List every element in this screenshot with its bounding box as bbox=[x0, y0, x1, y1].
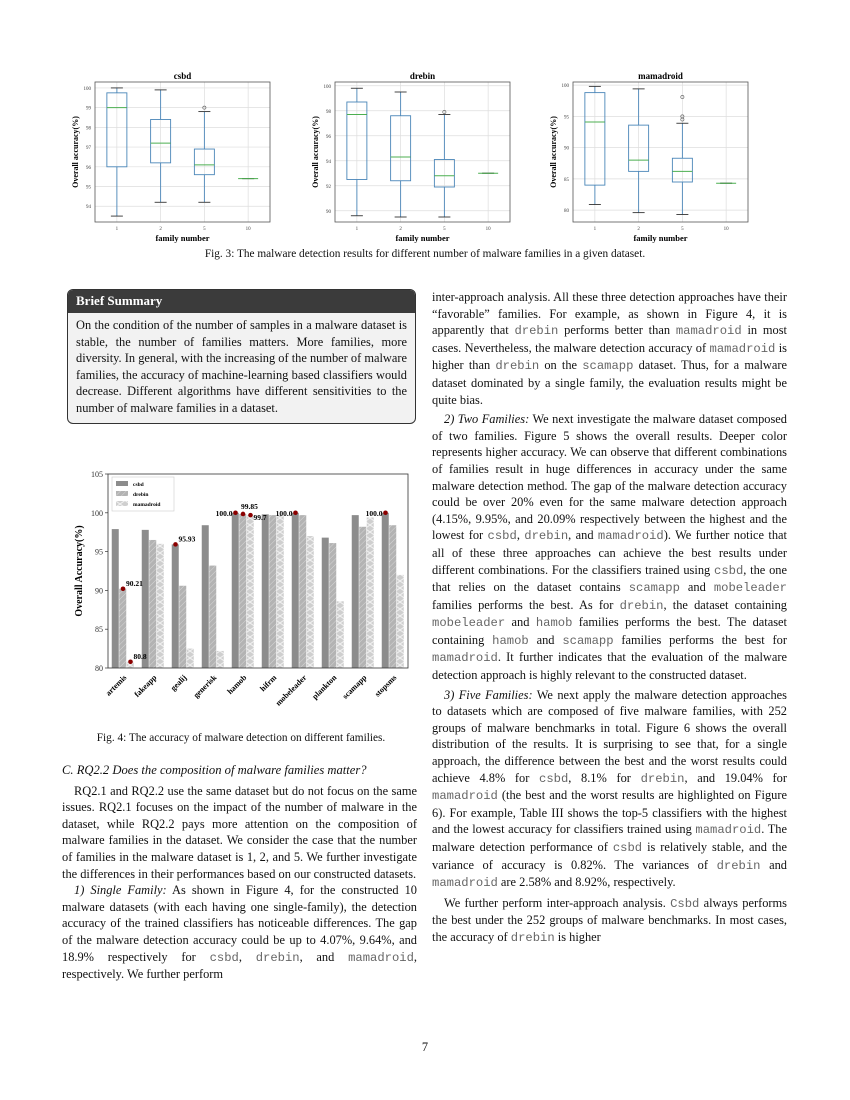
svg-text:hamob: hamob bbox=[225, 673, 249, 697]
svg-text:2: 2 bbox=[637, 227, 640, 232]
svg-text:drebin: drebin bbox=[409, 71, 436, 81]
svg-text:99: 99 bbox=[86, 106, 91, 112]
svg-text:92: 92 bbox=[326, 184, 331, 190]
svg-text:100.0: 100.0 bbox=[215, 508, 233, 518]
bar-fakeapp-csbd bbox=[142, 530, 149, 668]
svg-text:mobeleader: mobeleader bbox=[273, 673, 309, 708]
bar-artemis-drebin bbox=[119, 589, 126, 668]
bar-hifrm-csbd bbox=[262, 514, 269, 668]
annotation-marker bbox=[383, 511, 388, 516]
paragraph-single-family: 1) Single Family: As shown in Figure 4, for the constructed 10 malware datasets (with each having one single-family), the detection accuracy of the trained classifiers has noticeable differences. The gap of the malware detection accuracy could be up to 4.07%, 9.64%, and 18.9% respectively for csbd, drebin, and mamadroid, respectively. We further perform bbox=[62, 883, 418, 982]
svg-text:scamapp: scamapp bbox=[340, 673, 369, 701]
svg-text:96: 96 bbox=[326, 134, 331, 140]
svg-text:10: 10 bbox=[245, 227, 251, 232]
svg-text:80: 80 bbox=[95, 664, 103, 673]
figure-4-legend bbox=[112, 477, 174, 511]
svg-text:95: 95 bbox=[86, 185, 91, 191]
bar-hifrm-mamadroid bbox=[277, 515, 284, 668]
bar-stopsms-drebin bbox=[389, 525, 396, 668]
paragraph-rq2-intro: RQ2.1 and RQ2.2 use the same dataset but do not focus on the same issues. RQ2.1 focuses on the impact of the number of malware in the dataset, while RQ2.2 pays more attention on the composition of malware families in the dataset. We consider the case that the number of families in the malware dataset is 1, 2, and 5. We further investigate the differences in their performances based on our constructed datasets. bbox=[62, 783, 417, 881]
svg-text:Overall Accuracy(%): Overall Accuracy(%) bbox=[74, 525, 85, 617]
figure-4-bar-chart bbox=[70, 462, 415, 722]
svg-text:1: 1 bbox=[355, 227, 359, 232]
annotation-marker bbox=[248, 513, 253, 518]
bar-hifrm-drebin bbox=[269, 515, 276, 668]
svg-text:drebin: drebin bbox=[133, 492, 149, 498]
bar-plankton-mamadroid bbox=[337, 601, 344, 668]
svg-text:Overall accuracy(%): Overall accuracy(%) bbox=[549, 116, 558, 188]
svg-text:100.0: 100.0 bbox=[275, 508, 293, 518]
left-column-text bbox=[62, 762, 417, 983]
svg-text:2: 2 bbox=[159, 227, 162, 232]
svg-text:generisk: generisk bbox=[191, 673, 219, 700]
svg-text:100: 100 bbox=[83, 86, 91, 92]
boxplot-drebin bbox=[311, 71, 510, 243]
svg-text:85: 85 bbox=[564, 177, 569, 183]
bar-stopsms-mamadroid bbox=[397, 575, 404, 668]
bar-scamapp-mamadroid bbox=[367, 517, 374, 668]
bar-scamapp-csbd bbox=[352, 515, 359, 668]
svg-text:97: 97 bbox=[86, 146, 91, 152]
bar-gealij-drebin bbox=[179, 586, 186, 668]
svg-text:csbd: csbd bbox=[133, 482, 144, 488]
svg-text:5: 5 bbox=[443, 227, 446, 232]
subsection-five-families: 3) Five Families: bbox=[444, 687, 533, 702]
bar-fakeapp-drebin bbox=[149, 540, 156, 668]
svg-text:100: 100 bbox=[323, 84, 331, 90]
annotation-marker bbox=[128, 659, 133, 664]
svg-text:Overall accuracy(%): Overall accuracy(%) bbox=[311, 116, 320, 188]
svg-text:85: 85 bbox=[95, 625, 103, 635]
page-number: 7 bbox=[421, 1040, 429, 1054]
svg-text:plankton: plankton bbox=[310, 673, 339, 702]
right-column-text bbox=[432, 289, 787, 947]
bar-plankton-drebin bbox=[329, 543, 336, 668]
figure-3 bbox=[60, 70, 790, 245]
svg-text:105: 105 bbox=[91, 470, 103, 479]
svg-text:2: 2 bbox=[399, 227, 402, 232]
svg-text:80.8: 80.8 bbox=[133, 651, 147, 661]
figure-4 bbox=[70, 462, 415, 722]
boxplot-csbd bbox=[71, 71, 270, 243]
bar-hamob-csbd bbox=[232, 513, 239, 668]
annotation-marker bbox=[241, 512, 246, 517]
bar-hamob-mamadroid bbox=[247, 515, 254, 668]
annotation-marker bbox=[233, 511, 238, 516]
svg-text:1: 1 bbox=[593, 227, 597, 232]
figure-4-caption: Fig. 4: The accuracy of malware detection on different families. bbox=[96, 732, 386, 744]
bar-fakeapp-mamadroid bbox=[157, 544, 164, 668]
svg-text:90: 90 bbox=[95, 586, 103, 596]
svg-text:family number: family number bbox=[155, 233, 210, 243]
bar-mobeleader-csbd bbox=[292, 513, 299, 668]
svg-text:96: 96 bbox=[86, 165, 91, 171]
svg-text:100.0: 100.0 bbox=[365, 508, 383, 518]
section-heading-rq2-2: C. RQ2.2 Does the composition of malware families matter? bbox=[62, 763, 367, 777]
svg-text:hifrm: hifrm bbox=[258, 673, 279, 694]
svg-text:95: 95 bbox=[564, 115, 569, 121]
svg-text:95: 95 bbox=[95, 547, 103, 557]
svg-text:99.85: 99.85 bbox=[241, 501, 258, 511]
subsection-single-family: 1) Single Family: bbox=[74, 883, 167, 898]
bar-gealij-mamadroid bbox=[187, 649, 194, 668]
figure-3-boxplots bbox=[60, 70, 790, 245]
svg-text:100: 100 bbox=[561, 84, 569, 90]
svg-text:5: 5 bbox=[681, 227, 684, 232]
svg-text:1: 1 bbox=[115, 227, 119, 232]
svg-text:99.7: 99.7 bbox=[253, 513, 267, 523]
svg-text:94: 94 bbox=[326, 159, 331, 165]
svg-text:94: 94 bbox=[86, 205, 91, 211]
paragraph-five-families: 3) Five Families: We next apply the malware detection approaches to datasets which are composed of five malware families, with 252 groups of malware benchmarks in total. Figure 6 shows the overall distribution of the results. It is surprising to see that, for a single approach, the difference between the best and the worst results could achieve 4.8% for csbd, 8.1% for drebin, and 19.04% for mamadroid (the best and the worst results are highlighted on Figure 6). For example, Table III shows the top-5 classifiers with the highest and the lowest accuracy for classifiers trained using mamadroid. The malware detection performance of csbd is relatively stable, and the variance of accuracy is 0.82%. The variances of drebin and mamadroid are 2.58% and 8.92%, respectively. bbox=[432, 687, 788, 891]
svg-text:family number: family number bbox=[633, 233, 688, 243]
svg-text:95.93: 95.93 bbox=[178, 534, 196, 544]
svg-text:90.21: 90.21 bbox=[126, 578, 143, 588]
bar-stopsms-csbd bbox=[382, 513, 389, 668]
annotation-marker bbox=[173, 542, 178, 547]
bar-plankton-csbd bbox=[322, 538, 329, 668]
brief-summary-box bbox=[67, 289, 416, 424]
svg-text:csbd: csbd bbox=[173, 71, 192, 81]
bar-scamapp-drebin bbox=[359, 527, 366, 668]
svg-text:90: 90 bbox=[564, 146, 569, 152]
svg-text:mamadroid: mamadroid bbox=[133, 502, 161, 508]
svg-text:mamadroid: mamadroid bbox=[638, 71, 683, 81]
brief-summary-title: Brief Summary bbox=[68, 290, 415, 313]
paragraph-inter-approach-2: We further perform inter-approach analysis. Csbd always performs the best under the 252 groups of malware benchmarks. In most cases, the accuracy of drebin is higher bbox=[432, 895, 787, 945]
svg-text:10: 10 bbox=[723, 227, 729, 232]
svg-text:10: 10 bbox=[485, 227, 491, 232]
svg-text:stopsms: stopsms bbox=[372, 673, 399, 699]
bar-artemis-csbd bbox=[112, 529, 119, 668]
bar-hamob-drebin bbox=[239, 514, 246, 668]
annotation-marker bbox=[121, 586, 126, 591]
brief-summary-body: On the condition of the number of samples in a malware dataset is stable, the number of families matters. More families, more diversity. In general, with the increasing of the number of malware families, the accuracy of machine-learning based classifiers would decrease. Different algorithms have different sensitivities to the number of malware families in a dataset. bbox=[76, 318, 407, 415]
svg-text:80: 80 bbox=[564, 209, 569, 215]
paragraph-two-families: 2) Two Families: We next investigate the malware dataset composed of two families. Figure 5 shows the overall results. Deeper color represents higher accuracy. We can observe that different combinations of families result in huge differences in accuracy under the same malware detection method. The gap of the malware detection accuracy could be over 20% even for the same malware detection approach (4.15%, 9.95%, and 20.09% respectively between the highest and the lowest for csbd, drebin, and mamadroid). We further notice that all of these three approaches can achieve the best results under different combinations. For the classifiers trained using csbd, the one that relies on the dataset contains scamapp and mobeleader families performs the best. As for drebin, the dataset containing mobeleader and hamob families performs the best. The dataset containing hamob and scamapp families performs the best for mamadroid. It further indicates that the evaluation of the malware detection approach is highly relevant to the constructed dataset. bbox=[432, 412, 787, 683]
svg-text:5: 5 bbox=[203, 227, 206, 232]
subsection-two-families: 2) Two Families: bbox=[444, 412, 530, 427]
svg-text:fakeapp: fakeapp bbox=[132, 673, 159, 699]
svg-text:artemis: artemis bbox=[103, 673, 129, 698]
paragraph-inter-approach: inter-approach analysis. All these three detection approaches have their “favorable” families. For example, as shown in Figure 4, it is apparently that drebin performs better than mamadroid in most cases. Nevertheless, the malware detection accuracy of mamadroid is higher than drebin on the scamapp dataset. Thus, for a malware dataset dominated by a single family, the evaluation results might be quite bias. bbox=[432, 290, 787, 407]
svg-text:Overall accuracy(%): Overall accuracy(%) bbox=[71, 116, 80, 188]
bar-generisk-drebin bbox=[209, 566, 216, 668]
svg-text:family number: family number bbox=[395, 233, 450, 243]
bar-mobeleader-drebin bbox=[299, 515, 306, 668]
bar-generisk-mamadroid bbox=[217, 651, 224, 668]
svg-text:gealij: gealij bbox=[168, 673, 189, 693]
bar-mobeleader-mamadroid bbox=[307, 536, 314, 668]
svg-text:100: 100 bbox=[91, 508, 103, 518]
svg-text:90: 90 bbox=[326, 209, 331, 215]
bar-gealij-csbd bbox=[172, 544, 179, 668]
annotation-marker bbox=[293, 511, 298, 516]
bar-generisk-csbd bbox=[202, 525, 209, 668]
svg-text:98: 98 bbox=[326, 109, 331, 115]
figure-3-caption: Fig. 3: The malware detection results for different number of malware families in a given dataset. bbox=[204, 248, 646, 260]
boxplot-mamadroid bbox=[549, 71, 748, 243]
svg-text:98: 98 bbox=[86, 126, 91, 132]
